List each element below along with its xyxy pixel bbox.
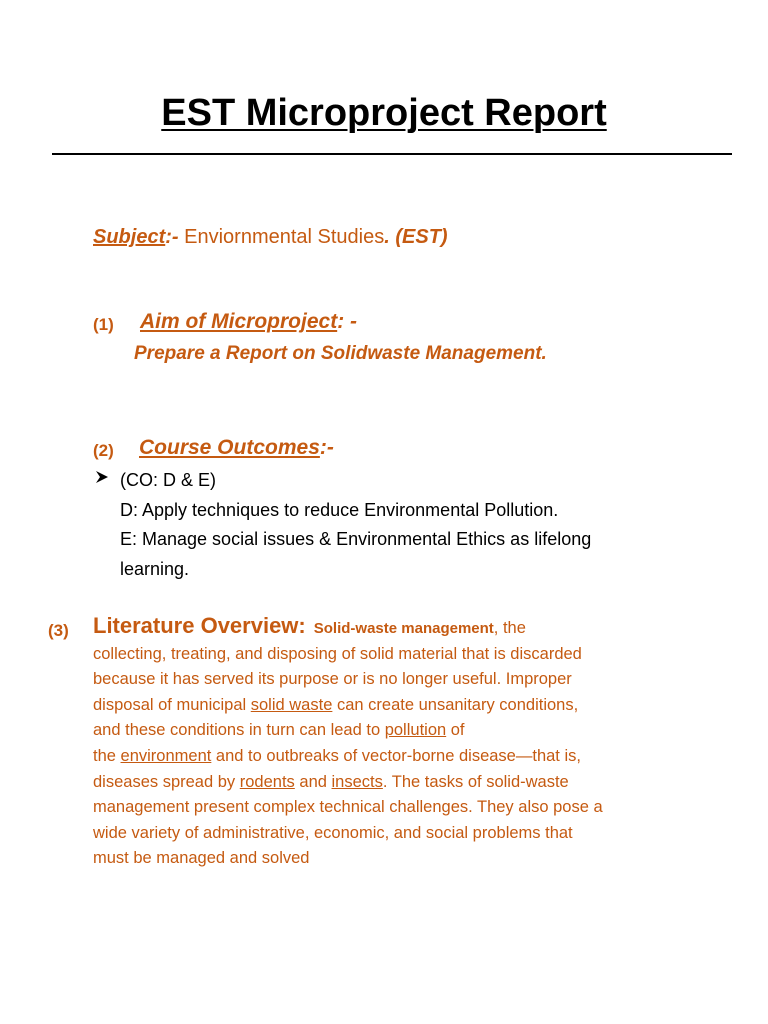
literature-term: Solid-waste management [313, 620, 494, 637]
literature-text: diseases spread by [93, 772, 240, 791]
page-title: EST Microproject Report [161, 92, 607, 134]
literature-text: must be managed and solved [93, 849, 310, 868]
outcome-line: D: Apply techniques to reduce Environmental Pollution. [120, 499, 559, 520]
environment-link[interactable]: environment [120, 746, 212, 765]
literature-text: can create unsanitary conditions, [332, 695, 579, 714]
literature-heading: Literature Overview: [93, 613, 306, 638]
literature-text: of [446, 721, 465, 740]
outcomes-heading-text: Course Outcomes [139, 436, 320, 459]
aim-heading [140, 310, 357, 334]
subject-separator: :- [165, 226, 179, 248]
literature-paragraph [93, 613, 693, 872]
literature-text: , the [493, 619, 526, 637]
subject-line [93, 226, 448, 249]
pollution-link[interactable]: pollution [384, 721, 447, 740]
outcome-line: E: Manage social issues & Environmental Ethics as lifelong [120, 529, 592, 549]
aim-heading-suffix: : - [337, 310, 358, 333]
insects-link[interactable]: insects [331, 772, 383, 791]
aim-number: (1) [93, 315, 114, 334]
literature-text: and [294, 772, 332, 791]
rodents-link[interactable]: rodents [239, 772, 295, 791]
solid-waste-link[interactable]: solid waste [250, 695, 333, 714]
outcome-line: learning. [120, 558, 190, 579]
literature-text: wide variety of administrative, economic, and social problems that [93, 823, 573, 842]
literature-text: management present complex technical challenges. They also pose a [93, 798, 603, 817]
outcomes-heading-suffix: :- [319, 436, 334, 459]
subject-value: Enviornmental Studies [178, 226, 385, 248]
literature-text: collecting, treating, and disposing of solid material that is discarded [93, 644, 582, 663]
outcomes-heading [139, 436, 334, 460]
literature-text: and these conditions in turn can lead to [93, 721, 385, 740]
literature-text: . The tasks of solid-waste [382, 772, 569, 791]
subject-label: Subject [93, 226, 166, 248]
literature-number: (3) [48, 621, 69, 640]
literature-text: disposal of municipal [93, 695, 251, 714]
aim-text: Prepare a Report on Solidwaste Management. [134, 343, 547, 364]
outcome-line: (CO: D & E) [120, 470, 217, 490]
arrow-bullet-icon [95, 470, 109, 489]
literature-text: because it has served its purpose or is no longer useful. Improper [93, 670, 572, 689]
outcomes-number: (2) [93, 441, 114, 460]
literature-text: and to outbreaks of vector-borne disease—that is, [211, 746, 581, 765]
outcomes-list [120, 466, 720, 584]
aim-heading-text: Aim of Microproject [140, 310, 338, 333]
title-divider [52, 153, 732, 155]
literature-text: the [93, 746, 121, 765]
subject-abbr: . (EST) [384, 226, 448, 248]
